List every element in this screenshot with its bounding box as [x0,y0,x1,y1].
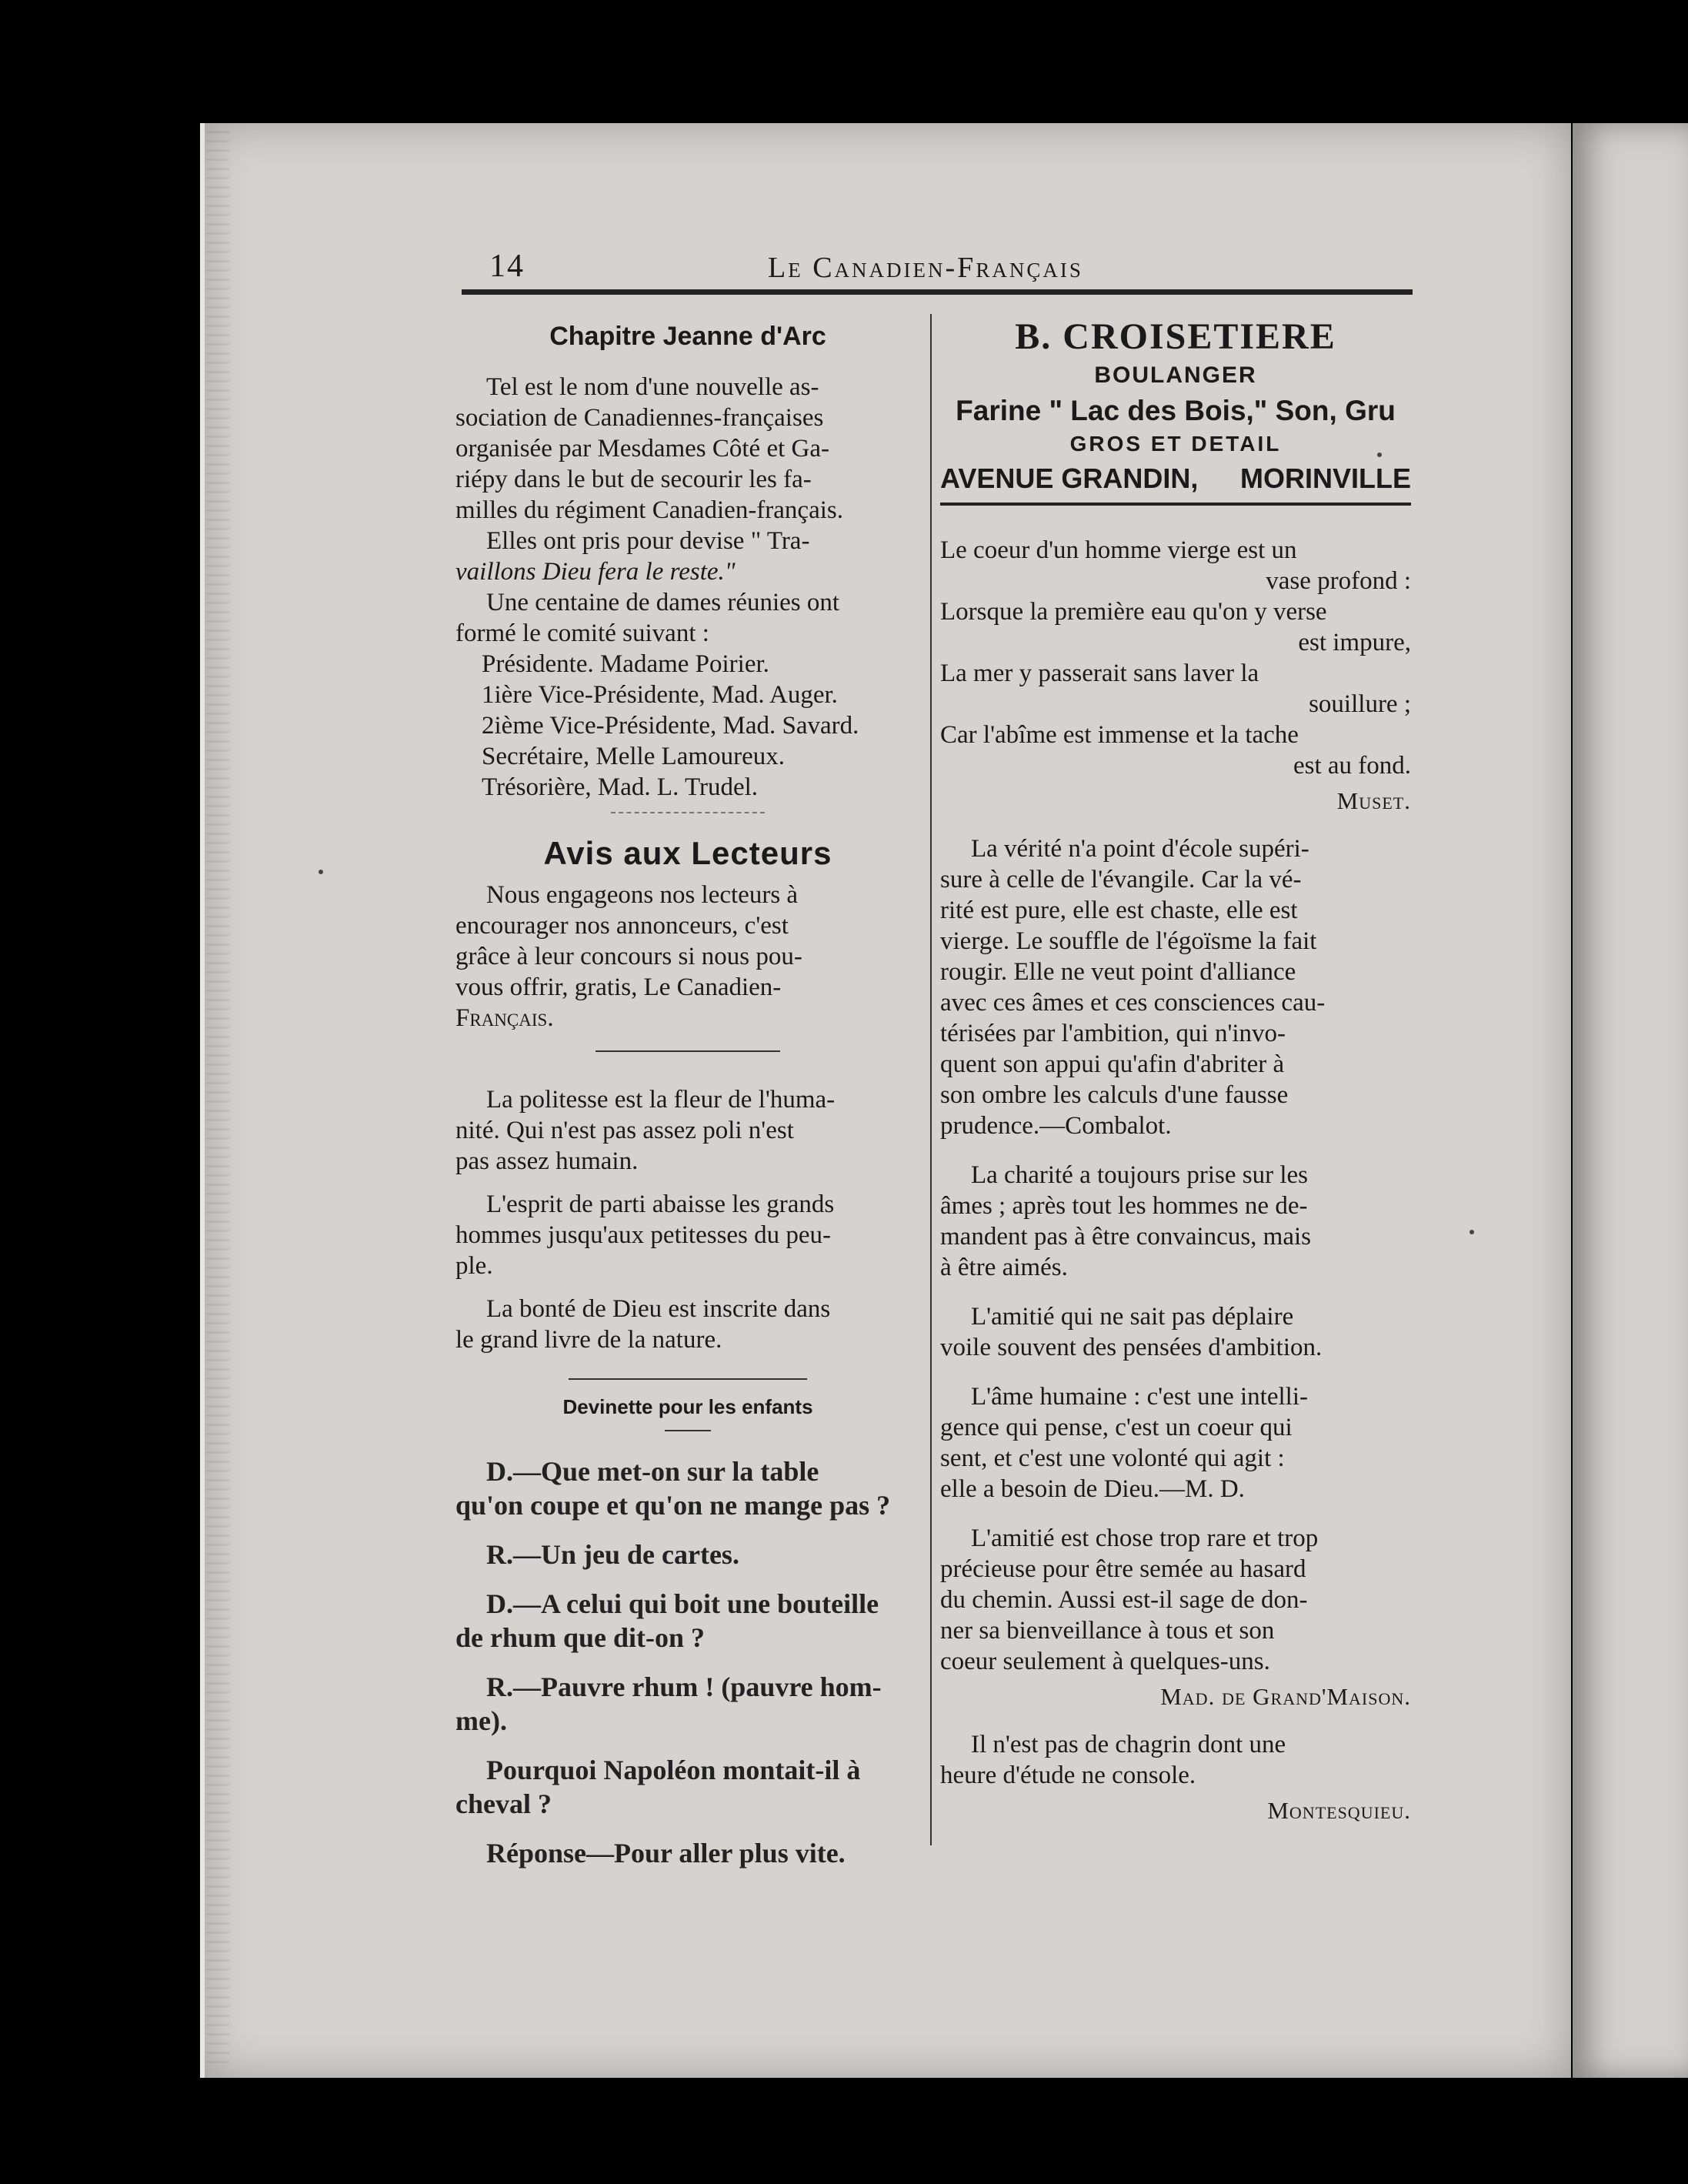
maxim-esprit-de-parti [455,1189,920,1281]
poem-line: La mer y passerait sans laver la [940,660,1259,687]
text-line: Elles ont pris pour devise " Tra- [486,527,810,555]
separator [595,1050,780,1052]
poem [940,535,1411,781]
paper-speck [1377,452,1382,457]
text-line: Tel est le nom d'une nouvelle as- [486,373,819,401]
paragraph-chagrin: Il n'est pas de chagrin dont une heure d'étude ne console. [940,1731,1286,1789]
section-jeanne-darc-body [455,372,920,803]
poem-line: souillure ; [1309,690,1411,718]
separator [665,1430,711,1431]
section-title-devinette: Devinette pour les enfants [562,1395,813,1418]
text-line: La bonté de Dieu est inscrite dans [486,1295,831,1323]
poem-line: Lorsque la première eau qu'on y verse [940,598,1327,626]
text-line: Une centaine de dames réunies ont [486,589,840,616]
officer-line: Trésorière, Mad. L. Trudel. [482,773,759,801]
ad-business-name: B. CROISETIERE [1015,316,1336,357]
section-title-avis: Avis aux Lecteurs [543,835,832,871]
riddle-answer: Réponse—Pour aller plus vite. [486,1838,846,1868]
header-rule [462,289,1413,295]
poem-line: est impure, [1298,629,1411,656]
maxim-politesse [455,1084,920,1177]
riddles [455,1454,920,1870]
running-title: Le Canadien-Français [768,252,1083,284]
text-line: formé le comité suivant : [455,619,709,647]
ad-town: MORINVILLE [1240,463,1411,494]
ad-products: Farine " Lac des Bois," Son, Gru [956,395,1396,426]
section-title-jeanne-darc: Chapitre Jeanne d'Arc [549,322,826,351]
text-line: Français. [455,1004,554,1032]
ad-wholesale-retail: GROS ET DETAIL [1069,432,1282,456]
ad-street: AVENUE GRANDIN, [940,463,1199,494]
section-avis-body [455,880,920,1034]
text-line: sociation de Canadiennes-françaises [455,404,824,432]
separator [611,812,765,813]
text-line: encourager nos annonceurs, c'est [455,912,789,940]
facing-page-edge [1573,123,1688,2078]
riddle-question: Pourquoi Napoléon montait-il à cheval ? [455,1755,861,1819]
riddle-question: D.—A celui qui boit une bouteille de rhum que dit-on ? [455,1588,879,1653]
text-line: L'esprit de parti abaisse les grands [486,1191,835,1218]
text-line: le grand livre de la nature. [455,1326,722,1354]
separator [569,1378,807,1380]
paper-speck [1469,1230,1474,1234]
officer-line: Présidente. Madame Poirier. [482,650,769,678]
left-column [455,316,920,1885]
poem-line: Car l'abîme est immense et la tache [940,721,1299,749]
paragraph-amitie: L'amitié qui ne sait pas déplaire voile souvent des pensées d'ambition. [940,1303,1323,1361]
maxim-bonte-de-dieu [455,1294,920,1355]
advertisement [940,316,1411,495]
page-header [462,245,1416,291]
ad-address [940,463,1411,495]
text-line: La politesse est la fleur de l'huma- [486,1086,836,1114]
text-line: Nous engageons nos lecteurs à [486,881,799,909]
poem-line: Le coeur d'un homme vierge est un [940,536,1297,564]
text-line: milles du régiment Canadien-français. [455,496,843,524]
officer-line: 2ième Vice-Présidente, Mad. Savard. [482,712,859,740]
page-number: 14 [489,249,525,284]
text-line: organisée par Mesdames Côté et Ga- [455,435,829,463]
officer-line: 1ière Vice-Présidente, Mad. Auger. [482,681,838,709]
text-line: vaillons Dieu fera le reste." [455,558,736,586]
paragraph-verite: La vérité n'a point d'école supéri- sure à celle de l'évangile. Car la vé- rité est pure, elle est chaste, elle est vierge. Le souffle de l'égoïsme la fait rougir. Elle ne veut point d'alliance avec ces âmes et ces consciences cau- térisées par l'ambition, qui n'invo- quent son appui qu'afin d'abriter à son ombre les calculs d'une fausse prudence.—Combalot. [940,835,1326,1140]
paragraph-charite: La charité a toujours prise sur les âmes ; après tout les hommes ne de- mandent pas à être convaincus, mais à être aimés. [940,1161,1311,1281]
text-line: nité. Qui n'est pas assez poli n'est [455,1117,794,1144]
text-line: ple. [455,1252,493,1280]
signature: Mad. de Grand'Maison. [1160,1683,1411,1710]
paragraph-ame-humaine: L'âme humaine : c'est une intelli- gence qui pense, c'est un coeur qui sent, et c'est une volonté qui agit : elle a besoin de Dieu.—M. D. [940,1383,1308,1503]
text-line: hommes jusqu'aux petitesses du peu- [455,1221,832,1249]
ad-rule [940,503,1411,506]
riddle-answer: R.—Un jeu de cartes. [486,1539,739,1570]
text-line: pas assez humain. [455,1147,639,1175]
poem-line: vase profond : [1266,567,1411,595]
text-line: vous offrir, gratis, Le Canadien- [455,973,782,1001]
binding-shadow [206,131,229,2070]
ad-trade: BOULANGER [1094,362,1257,388]
text-line: riépy dans le but de secourir les fa- [455,466,812,493]
right-column [940,316,1411,1843]
signature: Muset. [1336,787,1411,814]
paragraph-amitie-rare: L'amitié est chose trop rare et trop précieuse pour être semée au hasard du chemin. Aussi est-il sage de don- ner sa bienveillance à tous et son coeur seulement à quelques-uns. [940,1524,1319,1675]
riddle-question: D.—Que met-on sur la table qu'on coupe et qu'on ne mange pas ? [455,1456,891,1521]
text-line: grâce à leur concours si nous pou- [455,943,802,970]
riddle-answer: R.—Pauvre rhum ! (pauvre hom- me). [455,1671,882,1736]
signature: Montesquieu. [1267,1797,1411,1824]
officer-line: Secrétaire, Melle Lamoureux. [482,743,785,770]
poem-line: est au fond. [1293,752,1411,780]
column-divider [930,314,932,1845]
paper-speck [319,870,323,874]
